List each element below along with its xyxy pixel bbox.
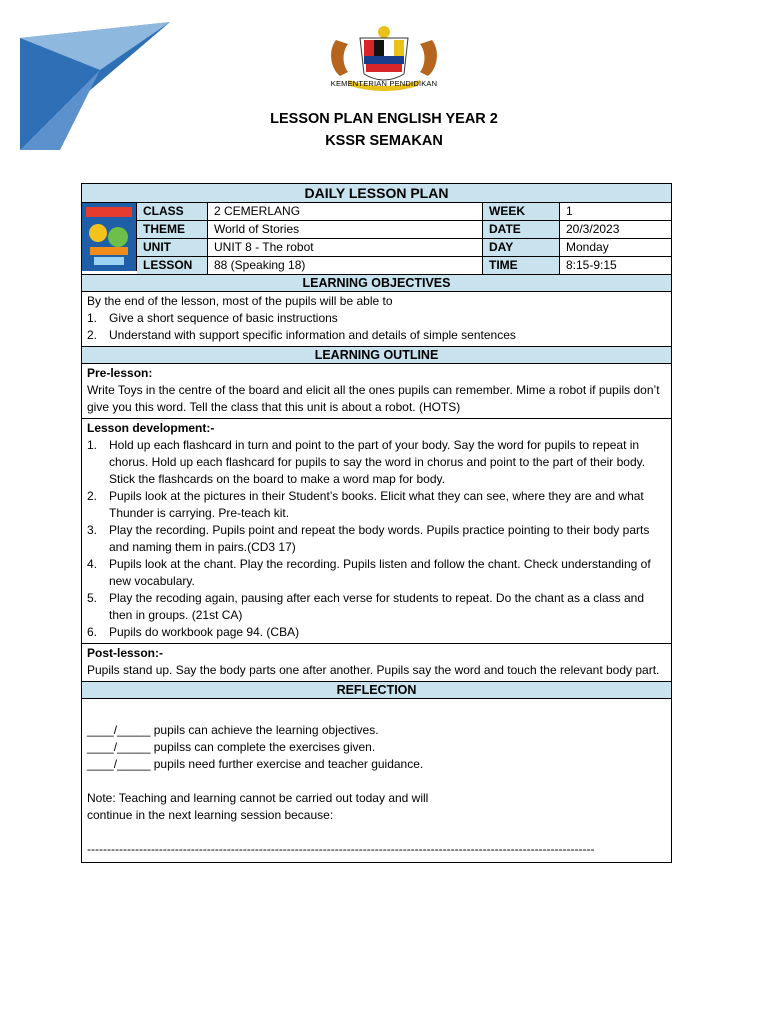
reflection-heading: REFLECTION (82, 682, 671, 699)
reflection-note-line-1: Note: Teaching and learning cannot be carried out today and will (87, 791, 429, 805)
pre-lesson-text: Write Toys in the centre of the board and elicit all the ones pupils can remember. Mime a robot if pupils don’t give you this word. Tell the class that this unit is about a robot. (HOTS) (87, 383, 660, 414)
date-label: DATE (483, 221, 560, 238)
date-value: 20/3/2023 (566, 222, 620, 236)
list-item: 4. Pupils look at the chant. Play the recording. Pupils listen and follow the chant. Check understanding of new vocabulary. (87, 557, 651, 588)
time-label: TIME (483, 257, 560, 274)
post-lesson-heading: Post-lesson:- (87, 646, 164, 660)
reflection-dash-line: ------------------------------------------------------------------------------------------------------------------------------- (87, 842, 595, 856)
lesson-info-block (82, 203, 671, 275)
list-item: 6. Pupils do workbook page 94. (CBA) (87, 625, 300, 639)
list-item: 1. Give a short sequence of basic instructions (87, 311, 338, 325)
pre-lesson-section (82, 364, 671, 419)
info-row-unit (137, 239, 671, 257)
info-row-theme (137, 221, 671, 239)
class-value: 2 CEMERLANG (208, 203, 483, 220)
document-subtitle: KSSR SEMAKAN (325, 133, 443, 149)
theme-value: World of Stories (208, 221, 483, 238)
list-item: 1. Hold up each flashcard in turn and point to the part of your body. Say the word for pupils to repeat in chorus. Hold up each flashcard for pupils to say the word in chorus and point to the part of their body. Stick the flashcards on the board to make a word map for body. (87, 438, 646, 486)
list-item: 2. Understand with support specific information and details of simple sentences (87, 328, 516, 342)
pre-lesson-heading: Pre-lesson: (87, 366, 153, 380)
reflection-line-achieve: ____/_____ pupils can achieve the learning objectives. (87, 723, 379, 737)
daily-lesson-plan-heading: DAILY LESSON PLAN (82, 184, 671, 203)
lesson-development-section (82, 419, 671, 644)
reflection-line-complete: ____/_____ pupilss can complete the exercises given. (87, 740, 376, 754)
week-value: 1 (566, 204, 573, 218)
reflection-line-further: ____/_____ pupils need further exercise and teacher guidance. (87, 757, 424, 771)
unit-value: UNIT 8 - The robot (208, 239, 483, 256)
info-row-lesson (137, 257, 671, 274)
unit-label: UNIT (137, 239, 208, 256)
learning-objectives-heading: LEARNING OBJECTIVES (82, 275, 671, 292)
corner-decoration (0, 0, 170, 150)
post-lesson-section (82, 644, 671, 682)
document-title: LESSON PLAN ENGLISH YEAR 2 (270, 111, 498, 127)
lesson-value: 88 (Speaking 18) (208, 257, 483, 274)
info-row-class (137, 203, 671, 221)
week-label: WEEK (483, 203, 560, 220)
class-label: CLASS (137, 203, 208, 220)
textbook-cover-image (82, 203, 137, 271)
lesson-development-heading: Lesson development:- (87, 421, 215, 435)
list-item: 2. Pupils look at the pictures in their Student’s books. Elicit what they can see, where they are and what Thunder is carrying. Pre-teach kit. (87, 489, 644, 520)
day-label: DAY (483, 239, 560, 256)
list-item: 3. Play the recording. Pupils point and repeat the body words. Pupils practice pointing to their body parts and naming them in pairs.(CD3 17) (87, 523, 650, 554)
theme-label: THEME (137, 221, 208, 238)
day-value: Monday (566, 240, 609, 254)
learning-outline-heading: LEARNING OUTLINE (82, 347, 671, 364)
learning-objectives-section (82, 292, 671, 347)
list-item: 5. Play the recoding again, pausing after each verse for students to repeat. Do the chant as a class and then in groups. (21st CA) (87, 591, 644, 622)
time-value: 8:15-9:15 (566, 258, 617, 272)
ministry-label: KEMENTERIAN PENDIDIKAN (330, 79, 438, 88)
lesson-label: LESSON (137, 257, 208, 274)
reflection-section (82, 699, 671, 862)
objectives-intro: By the end of the lesson, most of the pupils will be able to (87, 294, 393, 308)
post-lesson-text: Pupils stand up. Say the body parts one after another. Pupils say the word and touch the relevant body part. (87, 663, 660, 677)
development-steps-list (87, 437, 666, 641)
objectives-list (87, 310, 666, 344)
lesson-plan-table (81, 183, 672, 863)
reflection-note-line-2: continue in the next learning session because: (87, 808, 334, 822)
